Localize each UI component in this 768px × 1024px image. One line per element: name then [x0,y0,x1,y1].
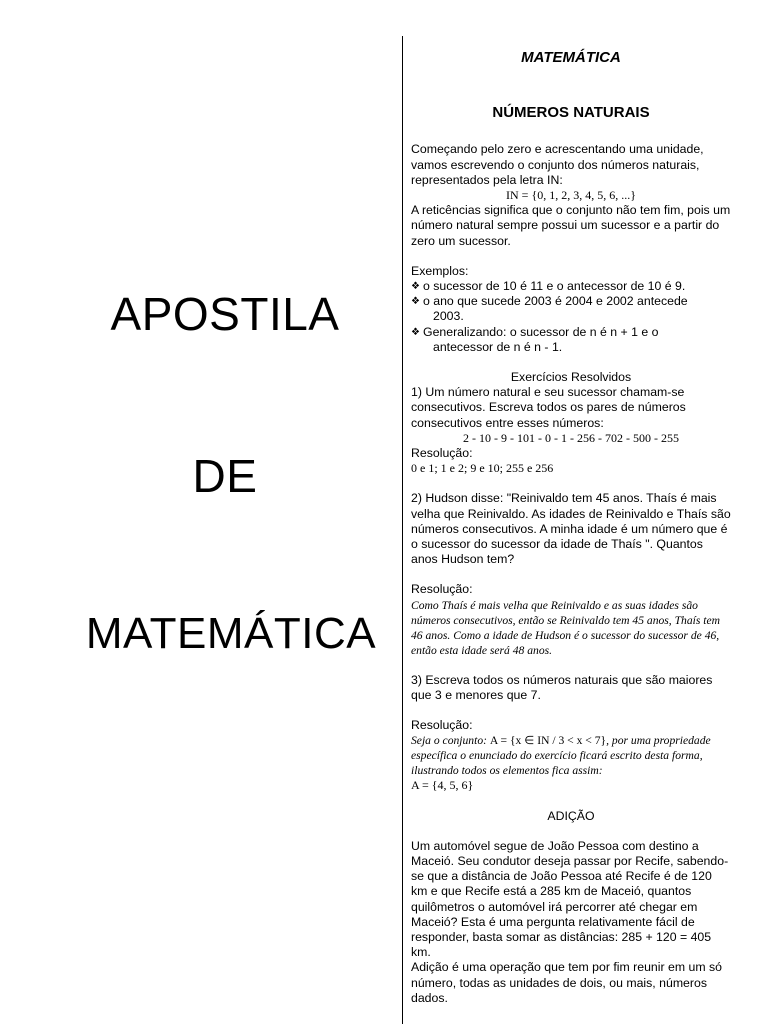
cover-title-line-1: APOSTILA [110,288,340,340]
addition-paragraph-1: Um automóvel segue de João Pessoa com destino a Maceió. Seu condutor deseja passar por Recife, sabendo-se que a distância de João Pessoa até Recife é de 120 km e que Recife está a 285 km de Maceió, quantos quilômetros o automóvel irá percorrer até chegar em Maceió? Esta é uma pergunta relativamente fácil de responder, basta somar as distâncias: 285 + 120 = 405 km. [411,838,729,960]
resolution-label: Resolução: [411,582,473,597]
exercise-3-answer-rest: , por uma propriedade específica o enunciado do exercício ficará escrito desta forma, ilustrando todos os elementos fica assim: [411,734,711,778]
content-column [411,50,731,1006]
exercise-3-answer-intro: Seja o conjunto: [411,734,490,748]
intro-paragraph: Começando pelo zero e acrescentando uma unidade, vamos escrevendo o conjunto dos números naturais, representados pela letra IN: [411,142,704,187]
example-item [411,325,731,340]
example-text: o ano que sucede 2003 é 2004 e 2002 antecede [423,294,688,309]
exercise-1: 1) Um número natural e seu sucessor chamam-se consecutivos. Escreva todos os pares de números consecutivos entre esses números: [411,385,686,430]
example-item [411,279,731,294]
example-continuation: 2003. [433,309,464,324]
cover-title-line-3: MATEMÁTICA [85,609,377,658]
exercise-1-numbers: 2 - 10 - 9 - 101 - 0 - 1 - 256 - 702 - 500 - 255 [463,430,679,445]
exercise-3: 3) Escreva todos os números naturais que são maiores que 3 e menores que 7. [411,672,713,702]
example-item [411,294,731,309]
reticencias-paragraph: A reticências significa que o conjunto não tem fim, pois um número natural sempre possui um sucessor e a partir do zero um sucessor. [411,203,731,248]
resolution-label: Resolução: [411,718,473,733]
exercise-3-final: A = {4, 5, 6} [411,778,474,793]
exercise-3-answer [411,733,731,778]
column-divider [402,36,403,1024]
exercise-1-answer: 0 e 1; 1 e 2; 9 e 10; 255 e 256 [411,461,554,476]
example-text: Generalizando: o sucessor de n é n + 1 e o [423,324,659,339]
solved-exercises-title: Exercícios Resolvidos [510,370,632,385]
examples-title: Exemplos: [411,263,469,278]
addition-title: ADIÇÃO [547,808,595,823]
set-formula: IN = {0, 1, 2, 3, 4, 5, 6, ...} [506,188,636,203]
cover-title-line-2: DE [192,450,258,502]
exercise-2: 2) Hudson disse: "Reinivaldo tem 45 anos. Thaís é mais velha que Reinivaldo. As idades de Reinivaldo e Thaís são números consecutivos. A minha idade é um número que é o sucessor do sucessor da idade de Thaís ". Quantos anos Hudson tem? [411,491,731,567]
example-continuation: antecessor de n é n - 1. [433,339,563,354]
section-heading: NÚMEROS NATURAIS [492,104,650,122]
diamond-bullet-icon: ❖ [411,326,420,338]
example-text: o sucessor de 10 é 11 e o antecessor de 10 é 9. [423,279,686,294]
exercise-2-answer: Como Thaís é mais velha que Reinivaldo e as suas idades são números consecutivos, então se Reinivaldo tem 45 anos, Thaís tem 46 anos. Como a idade de Hudson é o sucessor do sucessor de 46, então esta idade será 48 anos. [411,598,721,657]
subject-heading: MATEMÁTICA [521,49,621,66]
resolution-label: Resolução: [411,446,473,461]
exercise-3-set-notation: A = {x ∈ IN / 3 < x < 7} [489,734,607,748]
addition-paragraph-2: Adição é uma operação que tem por fim reunir em um só número, todas as unidades de dois, ou mais, números dados. [411,960,722,1005]
diamond-bullet-icon: ❖ [411,281,420,293]
diamond-bullet-icon: ❖ [411,296,420,308]
